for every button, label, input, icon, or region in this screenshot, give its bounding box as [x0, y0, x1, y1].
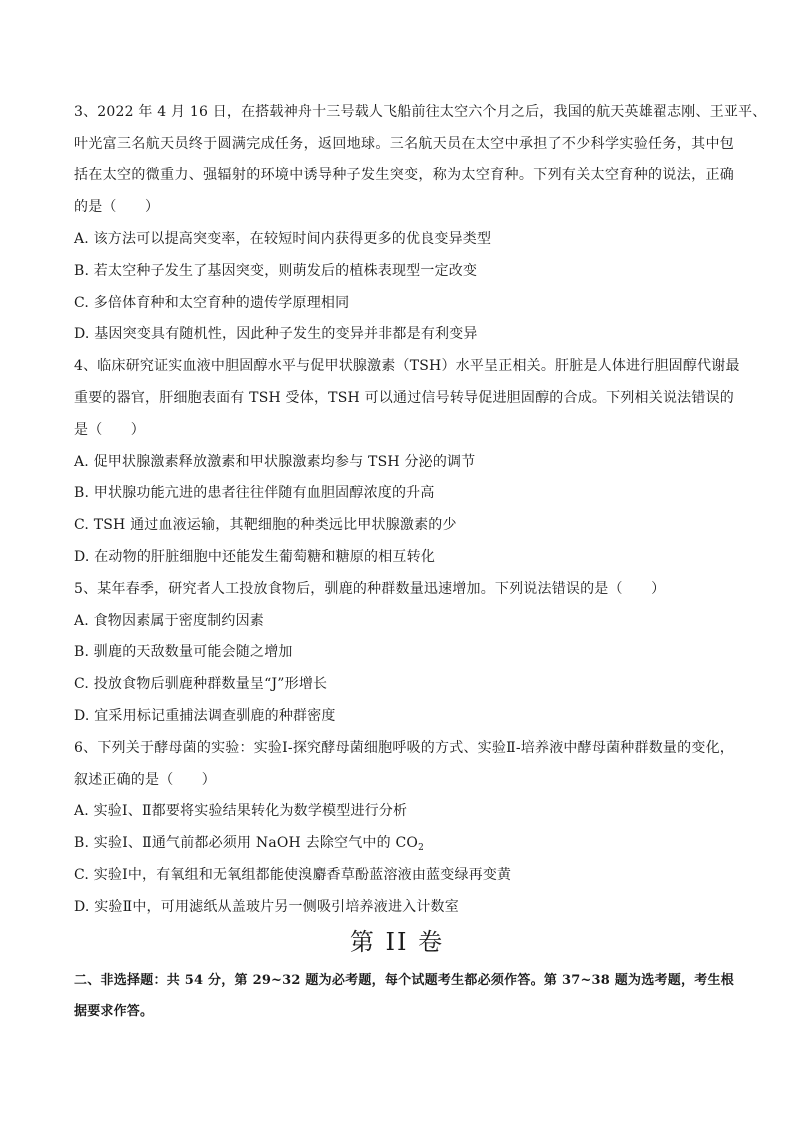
q3-stem-line-4: 的是（ ）	[74, 199, 160, 215]
q4-option-a: A. 促甲状腺激素释放激素和甲状腺激素均参与 TSH 分泌的调节	[74, 454, 476, 470]
q4-option-b: B. 甲状腺功能亢进的患者往往伴随有血胆固醇浓度的升高	[74, 485, 435, 501]
q3-stem-line-2: 叶光富三名航天员终于圆满完成任务，返回地球。三名航天员在太空中承担了不少科学实验任务，其中包	[74, 136, 734, 152]
q6-option-b-subscript: 2	[418, 843, 424, 853]
q3-stem-line-3: 括在太空的微重力、强辐射的环境中诱导种子发生突变，称为太空育种。下列有关太空育种的说法，正确	[74, 167, 734, 183]
section-title: 第 II 卷	[349, 928, 445, 956]
section-intro-line-1: 二、非选择题：共 54 分，第 29~32 题为必考题，每个试题考生都必须作答。第 37~38 题为选考题，考生根	[74, 973, 734, 988]
q6-option-c: C. 实验Ⅰ中，有氧组和无氧组都能使溴麝香草酚蓝溶液由蓝变绿再变黄	[74, 867, 512, 883]
q4-option-c: C. TSH 通过血液运输，其靶细胞的种类远比甲状腺激素的少	[74, 517, 457, 533]
q3-option-c: C. 多倍体育种和太空育种的遗传学原理相同	[74, 295, 350, 311]
q3-stem-line-1: 3、2022 年 4 月 16 日，在搭载神舟十三号载人飞船前往太空六个月之后，我国的航天英雄翟志刚、王亚平、	[74, 104, 767, 120]
q6-option-d: D. 实验Ⅱ中，可用滤纸从盖玻片另一侧吸引培养液进入计数室	[74, 899, 459, 915]
q6-option-a: A. 实验Ⅰ、Ⅱ都要将实验结果转化为数学模型进行分析	[74, 803, 408, 819]
q6-option-b-text: B. 实验Ⅰ、Ⅱ通气前都必须用 NaOH 去除空气中的 CO	[74, 835, 419, 851]
q5-option-a: A. 食物因素属于密度制约因素	[74, 613, 265, 629]
q4-option-d: D. 在动物的肝脏细胞中还能发生葡萄糖和糖原的相互转化	[74, 549, 436, 565]
q6-stem-line-1: 6、下列关于酵母菌的实验：实验Ⅰ-探究酵母菌细胞呼吸的方式、实验Ⅱ-培养液中酵母菌种群数量的变化，	[74, 740, 734, 756]
q5-option-d: D. 宜采用标记重捕法调查驯鹿的种群密度	[74, 708, 336, 724]
section-intro-line-2: 据要求作答。	[74, 1004, 154, 1019]
q6-option-b	[74, 834, 734, 857]
q4-stem-line-3: 是（ ）	[74, 422, 145, 438]
q4-stem-line-1: 4、临床研究证实血液中胆固醇水平与促甲状腺激素（TSH）水平呈正相关。肝脏是人体进行胆固醇代谢最	[74, 358, 740, 374]
q5-option-c: C. 投放食物后驯鹿种群数量呈“J”形增长	[74, 676, 328, 692]
q6-stem-line-2: 叙述正确的是（ ）	[74, 772, 216, 788]
q5-stem-line-1: 5、某年春季，研究者人工投放食物后，驯鹿的种群数量迅速增加。下列说法错误的是（ ）	[74, 581, 666, 597]
q3-option-b: B. 若太空种子发生了基因突变，则萌发后的植株表现型一定改变	[74, 263, 478, 279]
q3-option-a: A. 该方法可以提高突变率，在较短时间内获得更多的优良变异类型	[74, 231, 492, 247]
q5-option-b: B. 驯鹿的天敌数量可能会随之增加	[74, 644, 293, 660]
q4-stem-line-2: 重要的器官，肝细胞表面有 TSH 受体，TSH 可以通过信号转导促进胆固醇的合成。下列相关说法错误的	[74, 390, 734, 406]
q3-option-d: D. 基因突变具有随机性，因此种子发生的变异并非都是有利变异	[74, 326, 478, 342]
